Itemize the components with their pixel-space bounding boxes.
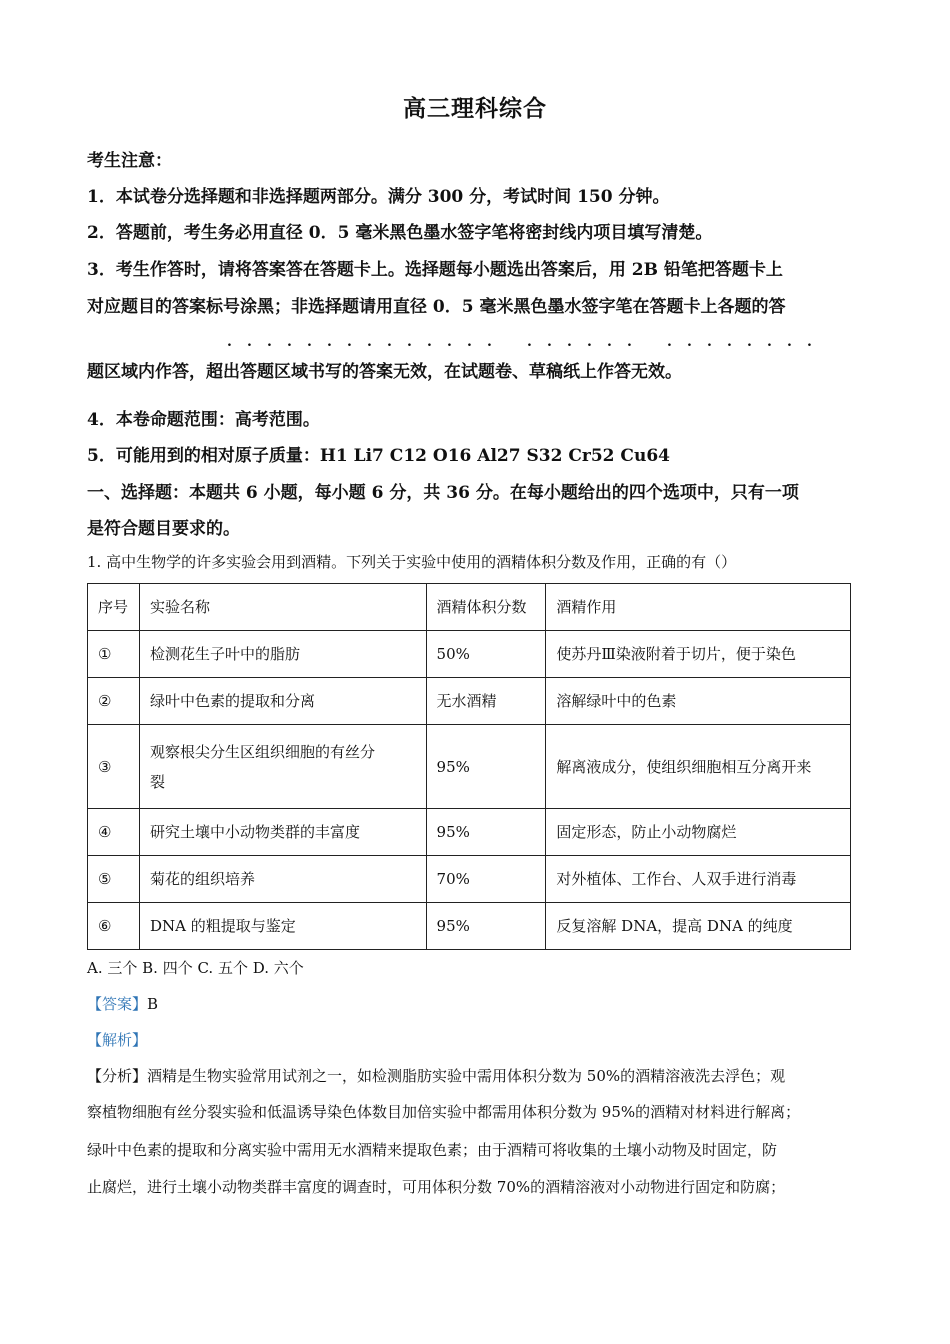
alcohol-role: 反复溶解 DNA，提高 DNA 的纯度 [546,903,851,950]
analysis-text: 酒精是生物实验常用试剂之一，如检测脂肪实验中需用体积分数为 50%的酒精溶液洗去浮色；观 [147,1067,786,1085]
alcohol-concentration: 70% [426,856,546,903]
alcohol-concentration: 95% [426,725,546,809]
experiment-table [87,583,851,950]
alcohol-concentration: 95% [426,809,546,856]
answer-line [87,993,158,1014]
notice-heading: 考生注意： [87,151,172,171]
table-row [88,631,851,678]
experiment-name [139,725,426,809]
question-1-stem: 1. 高中生物学的许多实验会用到酒精。下列关于实验中使用的酒精体积分数及作用，正确的有（） [87,553,737,571]
analysis-line-3: 绿叶中色素的提取和分离实验中需用无水酒精来提取色素；由于酒精可将收集的土壤小动物及时固定，防 [87,1141,778,1159]
alcohol-role: 对外植体、工作台、人双手进行消毒 [546,856,851,903]
table-header-cell: 实验名称 [139,584,426,631]
row-number: ② [88,678,140,725]
row-number: ① [88,631,140,678]
notice-item-5: 5．可能用到的相对原子质量：H1 Li7 C12 O16 Al27 S32 Cr52 Cu64 [87,446,670,466]
experiment-name-line-1: 观察根尖分生区组织细胞的有丝分 [149,742,375,761]
analysis-tag: 【解析】 [87,1031,148,1049]
table-header-cell: 酒精作用 [546,584,851,631]
experiment-name: 检测花生子叶中的脂肪 [139,631,426,678]
alcohol-role: 固定形态，防止小动物腐烂 [546,809,851,856]
row-number: ⑤ [88,856,140,903]
experiment-name: 菊花的组织培养 [139,856,426,903]
row-number: ⑥ [88,903,140,950]
alcohol-concentration: 50% [426,631,546,678]
page-title: 高三理科综合 [403,95,547,122]
table-row [88,856,851,903]
notice-item-4: 4．本卷命题范围：高考范围。 [87,410,320,430]
table-header-row [88,584,851,631]
answer-tag: 【答案】 [87,995,148,1013]
experiment-name: 研究土壤中小动物类群的丰富度 [139,809,426,856]
question-1-options: A. 三个 B. 四个 C. 五个 D. 六个 [87,959,304,977]
table-row [88,725,851,809]
notice-item-3-line-3: 题区域内作答，超出答题区域书写的答案无效，在试题卷、草稿纸上作答无效。 [87,362,682,382]
table-row [88,903,851,950]
experiment-name: 绿叶中色素的提取和分离 [139,678,426,725]
section-heading-line-2: 是符合题目要求的。 [87,519,240,539]
answer-value: B [147,995,159,1013]
notice-item-3-line-2: 对应题目的答案标号涂黑；非选择题请用直径 0．5 毫米黑色墨水签字笔在答题卡上各题的答 [87,297,786,317]
analysis-prefix: 【分析】 [87,1067,148,1085]
notice-item-2: 2．答题前，考生务必用直径 0．5 毫米黑色墨水签字笔将密封线内项目填写清楚。 [87,223,713,243]
alcohol-role: 解离液成分，使组织细胞相互分离开来 [546,725,851,809]
notice-item-3-line-1: 3．考生作答时，请将答案答在答题卡上。选择题每小题选出答案后，用 2B 铅笔把答题卡上 [87,260,783,280]
table-header-cell: 序号 [88,584,140,631]
alcohol-concentration: 95% [426,903,546,950]
alcohol-role: 溶解绿叶中的色素 [546,678,851,725]
alcohol-concentration: 无水酒精 [426,678,546,725]
alcohol-role: 使苏丹Ⅲ染液附着于切片，便于染色 [546,631,851,678]
row-number: ③ [88,725,140,809]
table-header-cell: 酒精体积分数 [426,584,546,631]
experiment-name-line-2: 裂 [149,772,165,791]
analysis-line-1 [87,1065,785,1086]
table-row [88,678,851,725]
table-row [88,809,851,856]
experiment-name: DNA 的粗提取与鉴定 [139,903,426,950]
row-number: ④ [88,809,140,856]
analysis-line-2: 察植物细胞有丝分裂实验和低温诱导染色体数目加倍实验中都需用体积分数为 95%的酒精对材料进行解离； [87,1103,801,1121]
emphasis-dots: . . . . . . . . . . . . . . . . . . . . . . . . . . . . [227,334,812,350]
notice-item-1: 1．本试卷分选择题和非选择题两部分。满分 300 分，考试时间 150 分钟。 [87,187,670,207]
analysis-line-4: 止腐烂，进行土壤小动物类群丰富度的调查时，可用体积分数 70%的酒精溶液对小动物进行固定和防腐； [87,1178,786,1196]
section-heading-line-1: 一、选择题：本题共 6 小题，每小题 6 分，共 36 分。在每小题给出的四个选项中，只有一项 [87,483,799,503]
